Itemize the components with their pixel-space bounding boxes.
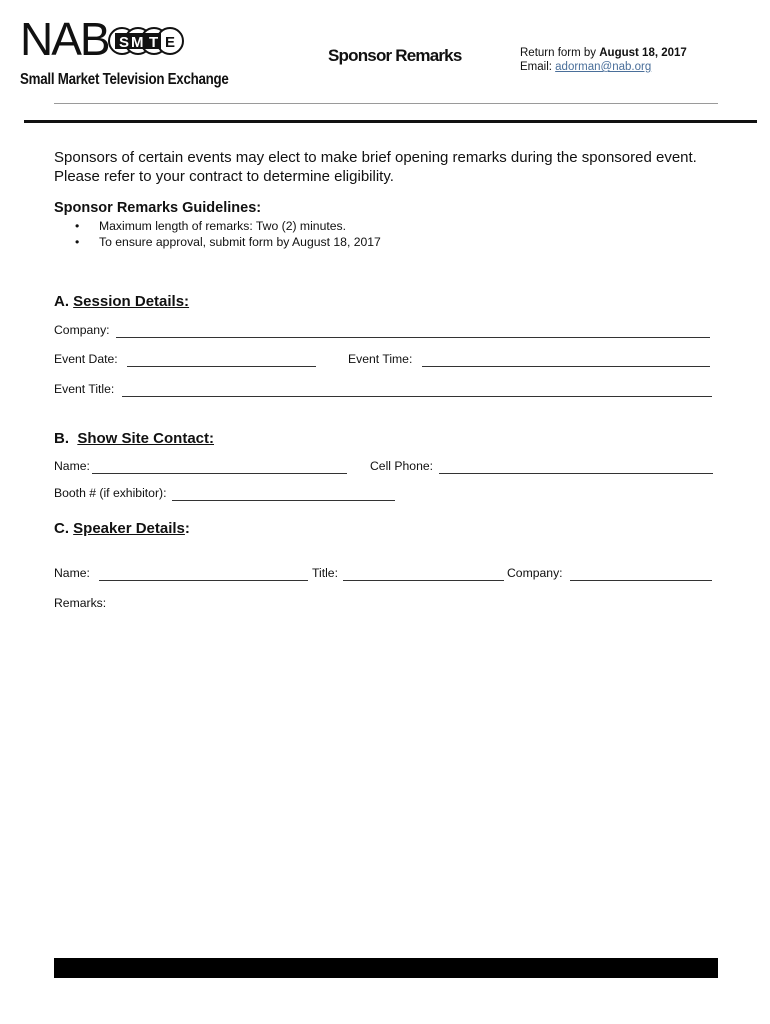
section-b-heading: B. Show Site Contact: [54, 430, 215, 447]
guidelines-list [54, 218, 381, 250]
guideline-item: • To ensure approval, submit form by August 18, 2017 [54, 234, 381, 250]
event-title-row [54, 382, 714, 398]
booth-label: Booth # (if exhibitor): [54, 486, 167, 500]
guideline-item: • Maximum length of remarks: Two (2) minutes. [54, 218, 381, 234]
booth-row [54, 486, 714, 502]
logo-letter-t: T [149, 34, 159, 51]
speaker-name-field[interactable] [99, 580, 308, 581]
speaker-name-label: Name: [54, 566, 90, 580]
event-date-field[interactable] [127, 366, 316, 367]
event-time-field[interactable] [422, 366, 710, 367]
event-title-label: Event Title: [54, 382, 115, 396]
header-divider [54, 103, 718, 104]
logo-nab-text: NAB [20, 13, 109, 65]
section-a-heading: A. Session Details: [54, 293, 190, 310]
intro-text: Sponsors of certain events may elect to make brief opening remarks during the sponsored event. Please refer to your contract to determine eligibility. [54, 149, 697, 185]
contact-name-row [54, 459, 714, 475]
logo-smte-circles [108, 25, 184, 57]
logo-letter-e: E [165, 34, 176, 51]
return-deadline: Return form by August 18, 2017 [520, 47, 687, 59]
event-date-label: Event Date: [54, 352, 118, 366]
header-thick-rule [24, 120, 757, 123]
speaker-company-label: Company: [507, 566, 563, 580]
contact-name-field[interactable] [92, 473, 347, 474]
company-label: Company: [54, 323, 110, 337]
remarks-label: Remarks: [54, 596, 107, 610]
return-date: August 18, 2017 [599, 47, 687, 59]
return-info [520, 46, 687, 74]
booth-field[interactable] [172, 500, 395, 501]
email-link[interactable]: adorman@nab.org [555, 61, 652, 73]
event-date-time-row [54, 352, 714, 368]
cell-phone-label: Cell Phone: [370, 459, 434, 473]
guidelines-title: Sponsor Remarks Guidelines: [54, 200, 262, 216]
speaker-row [54, 566, 714, 582]
document-title: Sponsor Remarks [328, 46, 462, 65]
cell-phone-field[interactable] [439, 473, 713, 474]
event-time-label: Event Time: [348, 352, 413, 366]
email-line: Email: adorman@nab.org [520, 61, 652, 73]
company-field[interactable] [116, 337, 710, 338]
footer-bar [54, 958, 718, 978]
remarks-row [54, 596, 106, 610]
logo-letter-m: M [131, 34, 144, 51]
event-title-field[interactable] [122, 396, 712, 397]
company-row [54, 323, 714, 339]
speaker-title-label: Title: [312, 566, 338, 580]
remarks-area[interactable] [54, 616, 718, 946]
contact-name-label: Name: [54, 459, 90, 473]
logo-letter-s: S [119, 34, 130, 51]
speaker-title-field[interactable] [343, 580, 504, 581]
speaker-company-field[interactable] [570, 580, 712, 581]
logo-subtitle: Small Market Television Exchange [20, 71, 229, 88]
section-c-heading: C. Speaker Details: [54, 520, 190, 537]
